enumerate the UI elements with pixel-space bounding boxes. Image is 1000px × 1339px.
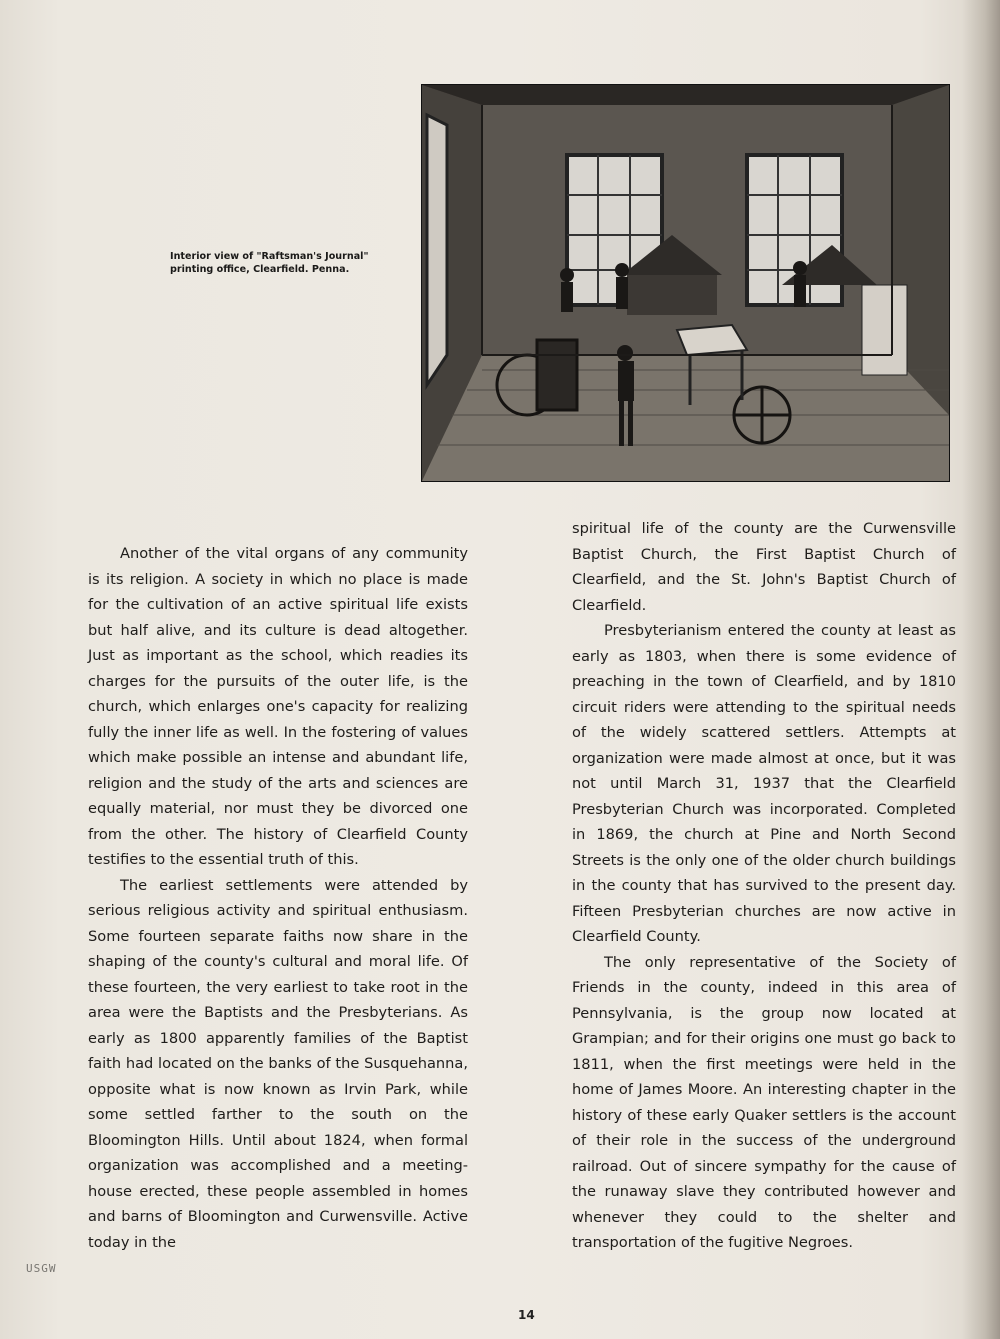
figure-caption: Interior view of "Raftsman's Journal" printing office, Clearfield. Penna. <box>170 251 369 275</box>
paragraph-baptist-churches: spiritual life of the county are the Curwensville Baptist Church, the First Baptist Church of Clearfield, and the St. John's Baptist Church of Clearfield. <box>572 520 956 614</box>
left-column <box>88 541 468 1255</box>
page-edge-shadow <box>962 0 1000 1339</box>
printing-office-illustration <box>421 84 950 482</box>
watermark: USGW <box>26 1262 57 1275</box>
paragraph-society-of-friends: The only representative of the Society of Friends in the county, indeed in this area of Pennsylvania, is the group now located at Grampian; and for their origins one must go back to 1811, when the first meetings were held in the home of James Moore. An interesting chapter in the history of these early Quaker settlers is the account of their role in the success of the underground railroad. Out of sincere sympathy for the cause of the runaway slave they contributed however and whenever they could to the shelter and transportation of the fugitive Negroes. <box>572 953 956 1251</box>
paragraph-earliest-settlements: The earliest settlements were attended by serious religious activity and spiritual enthusiasm. Some fourteen separate faiths now share in the shaping of the county's cultural and moral life. Of these fourteen, the very earliest to take root in the area were the Baptists and the Presbyterians. As early as 1800 apparently families of the Baptist faith had located on the banks of the Susquehanna, opposite what is now known as Irvin Park, while some settled farther to the south on the Bloomington Hills. Until about 1824, when formal organization was accomplished and a meeting-house erected, these people assembled in homes and barns of Bloomington and Curwensville. Active today in the <box>88 876 468 1251</box>
paragraph-presbyterianism: Presbyterianism entered the county at least as early as 1803, when there is some evidence of preaching in the town of Clearfield, and by 1810 circuit riders were attending to the spiritual needs of the widely scattered settlers. Attempts at organization were made almost at once, but it was not until March 31, 1937 that the Clearfield Presbyterian Church was incorporated. Completed in 1869, the church at Pine and North Second Streets is the only one of the older church buildings in the county that has survived to the present day. Fifteen Presbyterian churches are now active in Clearfield County. <box>572 622 956 945</box>
page-number: 14 <box>518 1308 535 1322</box>
right-column <box>572 516 956 1256</box>
paragraph-religion-intro: Another of the vital organs of any community is its religion. A society in which no place is made for the cultivation of an active spiritual life exists but half alive, and its culture is dead altogether. Just as important as the school, which readies its charges for the pursuits of the outer life, is the church, which enlarges one's capacity for realizing fully the inner life as well. In the fostering of values which make possible an intense and abundant life, religion and the study of the arts and sciences are equally material, nor must they be divorced one from the other. The history of Clearfield County testifies to the essential truth of this. <box>88 545 468 868</box>
